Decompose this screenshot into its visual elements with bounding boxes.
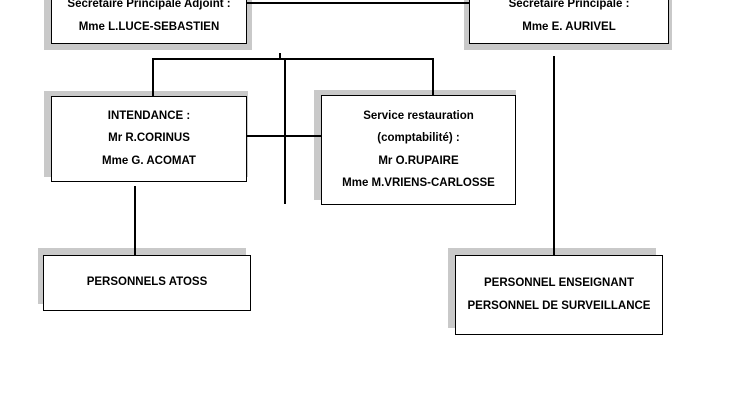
node-line: Mr R.CORINUS	[108, 132, 190, 145]
node-line: PERSONNELS ATOSS	[86, 276, 208, 289]
node-line: Service restauration	[363, 109, 474, 122]
connector-intendance-up	[152, 59, 154, 97]
connector-secretaire-principale-down	[553, 56, 555, 260]
connector-mid-horizontal	[152, 58, 434, 60]
connector-top-horizontal-right	[377, 2, 469, 4]
node-personnel-enseignant[interactable]	[455, 255, 663, 335]
node-line: INTENDANCE :	[107, 109, 191, 122]
node-line: Mme E. AURIVEL	[522, 20, 616, 33]
node-line: PERSONNEL DE SURVEILLANCE	[467, 299, 651, 312]
connector-branch-vertical	[284, 59, 286, 204]
node-secretaire-principale[interactable]	[469, 0, 669, 44]
node-line: Secrétaire Principale :	[508, 0, 630, 10]
node-line: Mme L.LUCE-SEBASTIEN	[78, 20, 220, 33]
node-line: (comptabilité) :	[377, 132, 460, 144]
node-line: Mme M.VRIENS-CARLOSSE	[342, 177, 495, 189]
node-line: Mme G. ACOMAT	[102, 154, 196, 167]
node-line: PERSONNEL ENSEIGNANT	[484, 277, 634, 289]
node-line: Mr O.RUPAIRE	[378, 154, 459, 167]
connector-restauration-up	[432, 59, 434, 96]
node-line: Secrétaire Principale Adjoint :	[67, 0, 231, 10]
connector-top-horizontal-left	[247, 2, 377, 4]
node-intendance[interactable]	[51, 96, 247, 182]
node-secretaire-principale-adjoint[interactable]	[51, 0, 247, 44]
node-service-restauration[interactable]	[321, 95, 516, 205]
node-personnels-atoss[interactable]	[43, 255, 251, 311]
connector-intendance-to-atoss	[134, 186, 136, 260]
